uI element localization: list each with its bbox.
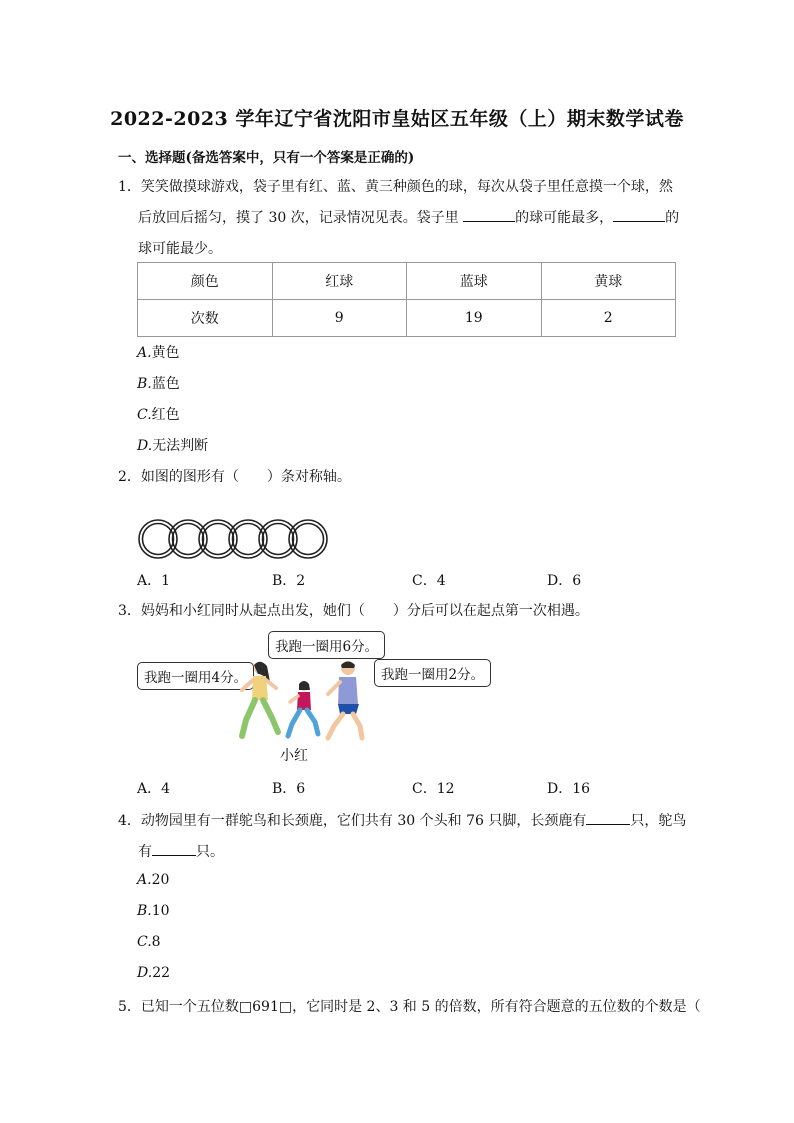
option-text: 8: [151, 934, 161, 950]
q1-line2: [138, 207, 679, 227]
q4-option-c[interactable]: [137, 934, 161, 950]
q4-line2-text-b: 只。: [196, 844, 224, 860]
option-text: 蓝色: [151, 376, 180, 392]
q4-option-b[interactable]: [137, 903, 170, 919]
option-text: 无法判断: [152, 438, 209, 454]
option-text: 红色: [151, 407, 180, 423]
q4-option-d[interactable]: [137, 965, 170, 981]
q4-line1-text-a: 4．动物园里有一群鸵鸟和长颈鹿，它们共有 30 个头和 76 只脚，长颈鹿有: [118, 813, 587, 829]
q1-line2-text-c: 的: [665, 210, 680, 226]
q5-text: 5．已知一个五位数□691□，它同时是 2、3 和 5 的倍数，所有符合题意的五位数的个数是（: [118, 999, 701, 1015]
option-letter: B.: [137, 376, 152, 392]
six-rings-figure: [136, 516, 336, 562]
q3-option-d[interactable]: D．16: [547, 781, 591, 797]
option-letter: C.: [137, 934, 152, 950]
q1-line3: 球可能最少。: [138, 241, 222, 257]
ring-outer: [199, 520, 237, 558]
speech-bubble-girl: 我跑一圈用6分。: [268, 631, 385, 659]
q1-line2-text-b: 的球可能最多，: [515, 210, 614, 226]
speech-bubble-mom: 我跑一圈用4分。: [137, 662, 254, 690]
q3-option-c[interactable]: C．12: [412, 781, 455, 797]
q4-line2: [138, 841, 224, 861]
table-cell: 19: [407, 300, 542, 337]
page-title: 2022-2023 学年辽宁省沈阳市皇姑区五年级（上）期末数学试卷: [110, 108, 684, 130]
q1-line1: 1．笑笑做摸球游戏，袋子里有红、蓝、黄三种颜色的球，每次从袋子里任意摸一个球，然: [118, 179, 673, 195]
option-text: 20: [151, 872, 170, 888]
q4-line1: [118, 810, 686, 830]
q2-option-c[interactable]: C．4: [412, 573, 446, 589]
table-cell: 蓝球: [407, 263, 542, 300]
q2-option-b[interactable]: B．2: [272, 573, 306, 589]
option-letter: A.: [137, 345, 152, 361]
q4-line1-text-b: 只，鸵鸟: [630, 813, 687, 829]
ring-outer: [139, 520, 177, 558]
table-cell: 红球: [272, 263, 407, 300]
speech-bubble-dad: 我跑一圈用2分。: [374, 659, 491, 687]
table-cell: 黄球: [541, 263, 676, 300]
ring-outer: [229, 520, 267, 558]
q1-blank-most[interactable]: [463, 207, 515, 222]
q1-line2-text-a: 后放回后摇匀，摸了 30 次，记录情况见表。袋子里: [138, 210, 464, 226]
q1-blank-least[interactable]: [613, 207, 665, 222]
table-cell: 次数: [138, 300, 273, 337]
ring-outer: [169, 520, 207, 558]
option-text: 黄色: [151, 345, 180, 361]
runner-mom: [242, 662, 278, 736]
option-letter: B.: [137, 903, 152, 919]
q2-text: 2．如图的图形有（ ）条对称轴。: [118, 469, 351, 485]
q4-blank-ostrich[interactable]: [152, 841, 196, 856]
table-cell: 9: [272, 300, 407, 337]
option-letter: D.: [137, 965, 153, 981]
q1-data-table: [137, 262, 676, 337]
option-letter: A.: [137, 872, 152, 888]
table-header-row: [138, 263, 676, 300]
option-text: 22: [152, 965, 171, 981]
runner-dad: [328, 661, 362, 738]
q3-option-b[interactable]: B．6: [272, 781, 306, 797]
q2-option-d[interactable]: D．6: [547, 573, 582, 589]
q4-line2-text-a: 有: [138, 844, 152, 860]
q4-option-a[interactable]: [137, 872, 169, 888]
ring-outer: [259, 520, 297, 558]
runner-girl: [288, 681, 318, 736]
q1-option-a[interactable]: [137, 342, 180, 362]
girl-caption: 小红: [280, 748, 308, 764]
option-text: 10: [151, 903, 170, 919]
table-cell: 颜色: [138, 263, 273, 300]
section-heading: 一、选择题(备选答案中，只有一个答案是正确的): [118, 150, 415, 166]
q1-option-b[interactable]: [137, 373, 180, 393]
table-cell: 2: [541, 300, 676, 337]
ring-outer: [289, 520, 327, 558]
runners-illustration: [236, 660, 366, 742]
q4-blank-giraffe[interactable]: [586, 810, 630, 825]
q3-text: 3．妈妈和小红同时从起点出发，她们（ ）分后可以在起点第一次相遇。: [118, 603, 589, 619]
option-letter: D.: [137, 438, 153, 454]
q1-option-d[interactable]: [137, 435, 208, 455]
option-letter: C.: [137, 407, 152, 423]
q3-option-a[interactable]: A．4: [137, 781, 171, 797]
q2-option-a[interactable]: A．1: [137, 573, 171, 589]
table-row: [138, 300, 676, 337]
q1-option-c[interactable]: [137, 404, 180, 424]
